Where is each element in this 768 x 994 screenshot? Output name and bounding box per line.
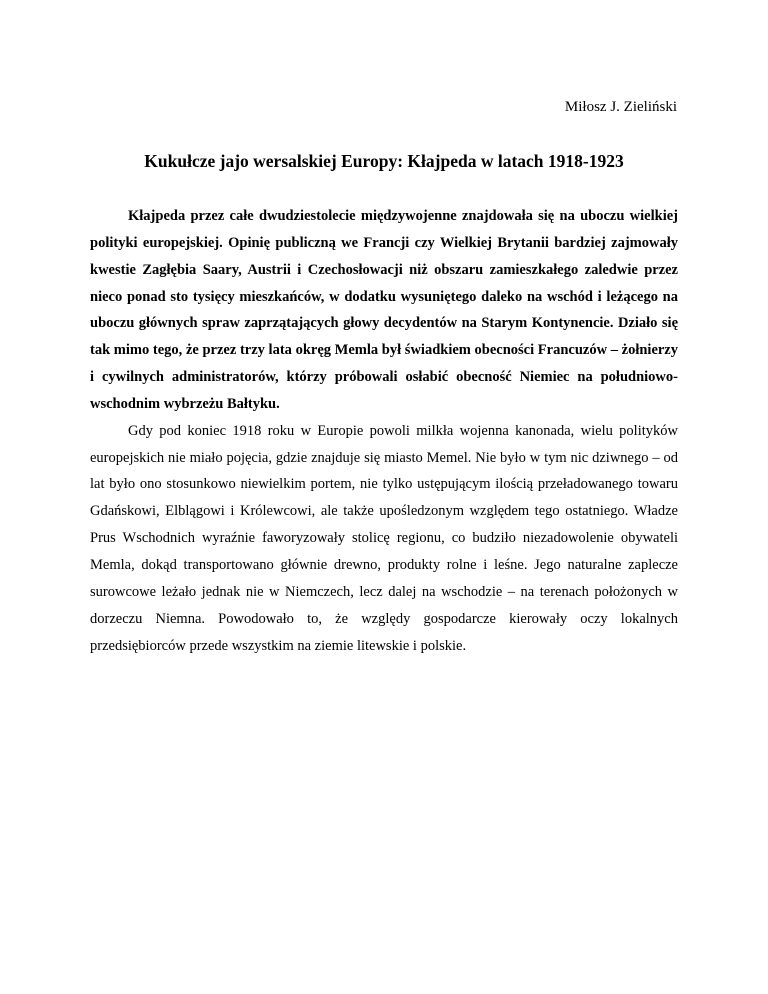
document-body — [90, 203, 678, 659]
body-paragraph: Gdy pod koniec 1918 roku w Europie powoli milkła wojenna kanonada, wielu polityków europejskich nie miało pojęcia, gdzie znajduje się miasto Memel. Nie było w tym nic dziwnego – od lat było ono stosunkowo niewielkim portem, nie tylko ustępującym ilością przeładowanego towaru Gdańskowi, Elblągowi i Królewcowi, ale także upośledzonym względem tego ostatniego. Władze Prus Wschodnich wyraźnie faworyzowały stolicę regionu, co budziło niezadowolenie obywateli Memla, dokąd transportowano głównie drewno, produkty rolne i leśne. Jego naturalne zaplecze surowcowe leżało jednak nie w Niemczech, lecz dalej na wschodzie – na terenach położonych w dorzeczu Niemna. Powodowało to, że względy gospodarcze kierowały oczy lokalnych przedsiębiorców przede wszystkim na ziemie litewskie i polskie. — [90, 422, 678, 654]
author-name: Miłosz J. Zieliński — [564, 99, 677, 115]
lead-paragraph: Kłajpeda przez całe dwudziestolecie międzywojenne znajdowała się na uboczu wielkiej polityki europejskiej. Opinię publiczną we Francji czy Wielkiej Brytanii bardziej zajmowały kwestie Zagłębia Saary, Austrii i Czechosłowacji niż obszaru zamieszkałego zaledwie przez nieco ponad sto tysięcy mieszkańców, w dodatku wysuniętego daleko na wschód i leżącego na uboczu głównych spraw zaprzątających głowy decydentów na Starym Kontynencie. Działo się tak mimo tego, że przez trzy lata okręg Memla był świadkiem obecności Francuzów – żołnierzy i cywilnych administratorów, którzy próbowali osłabić obecność Niemiec na południowo-wschodnim wybrzeżu Bałtyku. — [90, 208, 678, 412]
document-title: Kukułcze jajo wersalskiej Europy: Kłajpeda w latach 1918-1923 — [144, 151, 624, 171]
